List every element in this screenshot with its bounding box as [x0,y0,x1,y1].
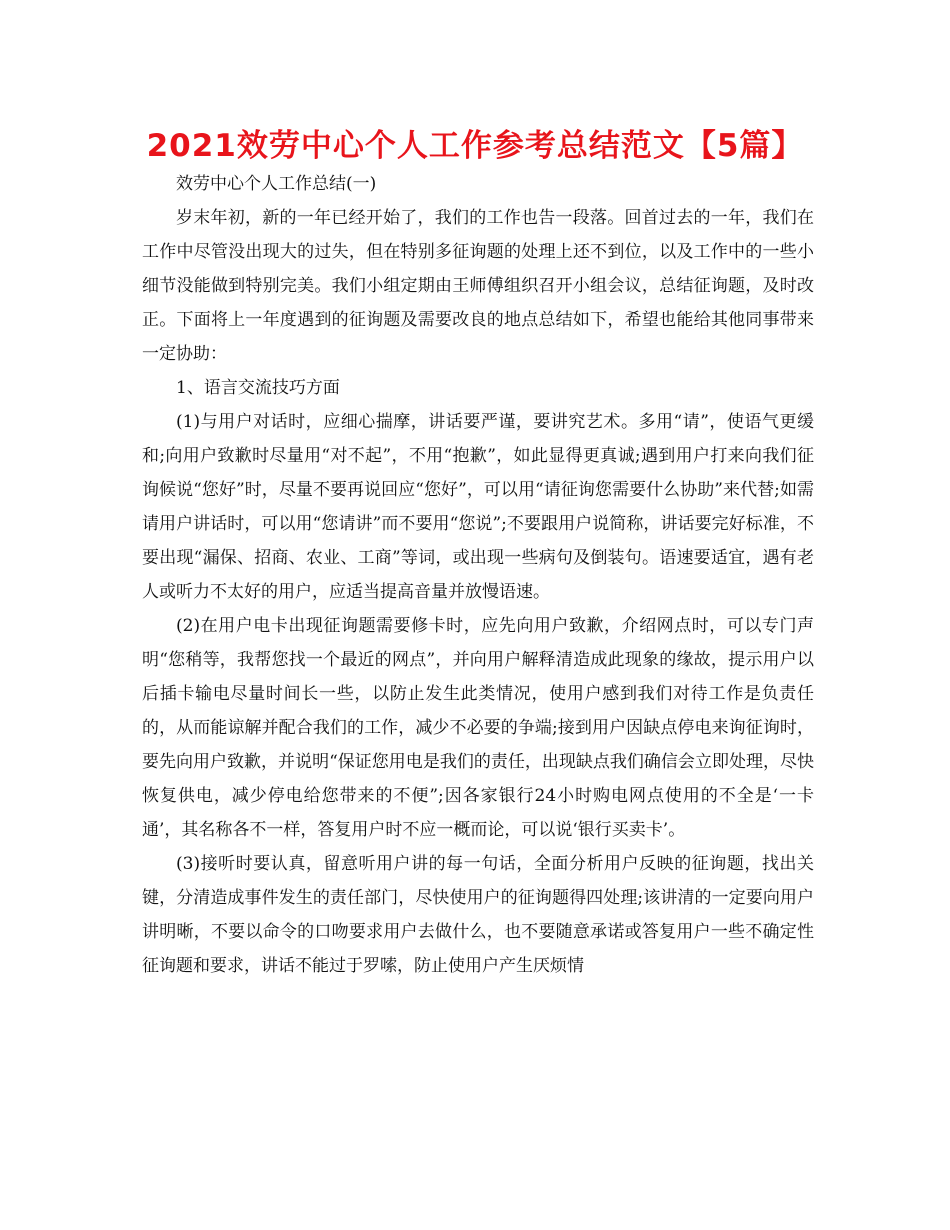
subsection-heading: 1、语言交流技巧方面 [176,378,340,398]
paragraph: (1)与用户对话时，应细心揣摩，讲话要严谨，要讲究艺术。多用“请”，使语气更缓和;向用户致歉时尽量用“对不起”，不用“抱歉”，如此显得更真诚;遇到用户打来向我们征询候说“您好”时，尽量不要再说回应“您好”，可以用“请征询您需要什么协助”来代替;如需请用户讲话时，可以用“您请讲”而不要用“您说”;不要跟用户说简称，讲话要完好标准，不要出现“漏保、招商、农业、工商”等词，或出现一些病句及倒装句。语速要适宜，遇有老人或听力不太好的用户，应适当提高音量并放慢语速。 [142,412,814,602]
document-title: 2021效劳中心个人工作参考总结范文【5篇】 [146,128,804,164]
paragraph: (2)在用户电卡出现征询题需要修卡时，应先向用户致歉，介绍网点时，可以专门声明“您稍等，我帮您找一个最近的网点”，并向用户解释清造成此现象的缘故，提示用户以后插卡输电尽量时间长一些，以防止发生此类情况，使用户感到我们对待工作是负责任的，从而能谅解并配合我们的工作，减少不必要的争端;接到用户因缺点停电来询征询时，要先向用户致歉，并说明“保证您用电是我们的责任，出现缺点我们确信会立即处理，尽快恢复供电，减少停电给您带来的不便”;因各家银行24小时购电网点使用的不全是‘一卡通’，其名称各不一样，答复用户时不应一概而论，可以说‘银行买卖卡’。 [142,616,814,840]
paragraph: 岁末年初，新的一年已经开始了，我们的工作也告一段落。回首过去的一年，我们在工作中尽管没出现大的过失，但在特别多征询题的处理上还不到位，以及工作中的一些小细节没能做到特别完美。我们小组定期由王师傅组织召开小组会议，总结征询题，及时改正。下面将上一年度遇到的征询题及需要改良的地点总结如下，希望也能给其他同事带来一定协助： [142,208,814,364]
section-heading: 效劳中心个人工作总结(一) [176,174,377,194]
document-body [142,167,814,983]
paragraph: (3)接听时要认真，留意听用户讲的每一句话，全面分析用户反映的征询题，找出关键，分清造成事件发生的责任部门，尽快使用户的征询题得四处理;该讲清的一定要向用户讲明晰，不要以命令的口吻要求用户去做什么，也不要随意承诺或答复用户一些不确定性征询题和要求，讲话不能过于罗嗦，防止使用户产生厌烦情 [142,854,814,976]
